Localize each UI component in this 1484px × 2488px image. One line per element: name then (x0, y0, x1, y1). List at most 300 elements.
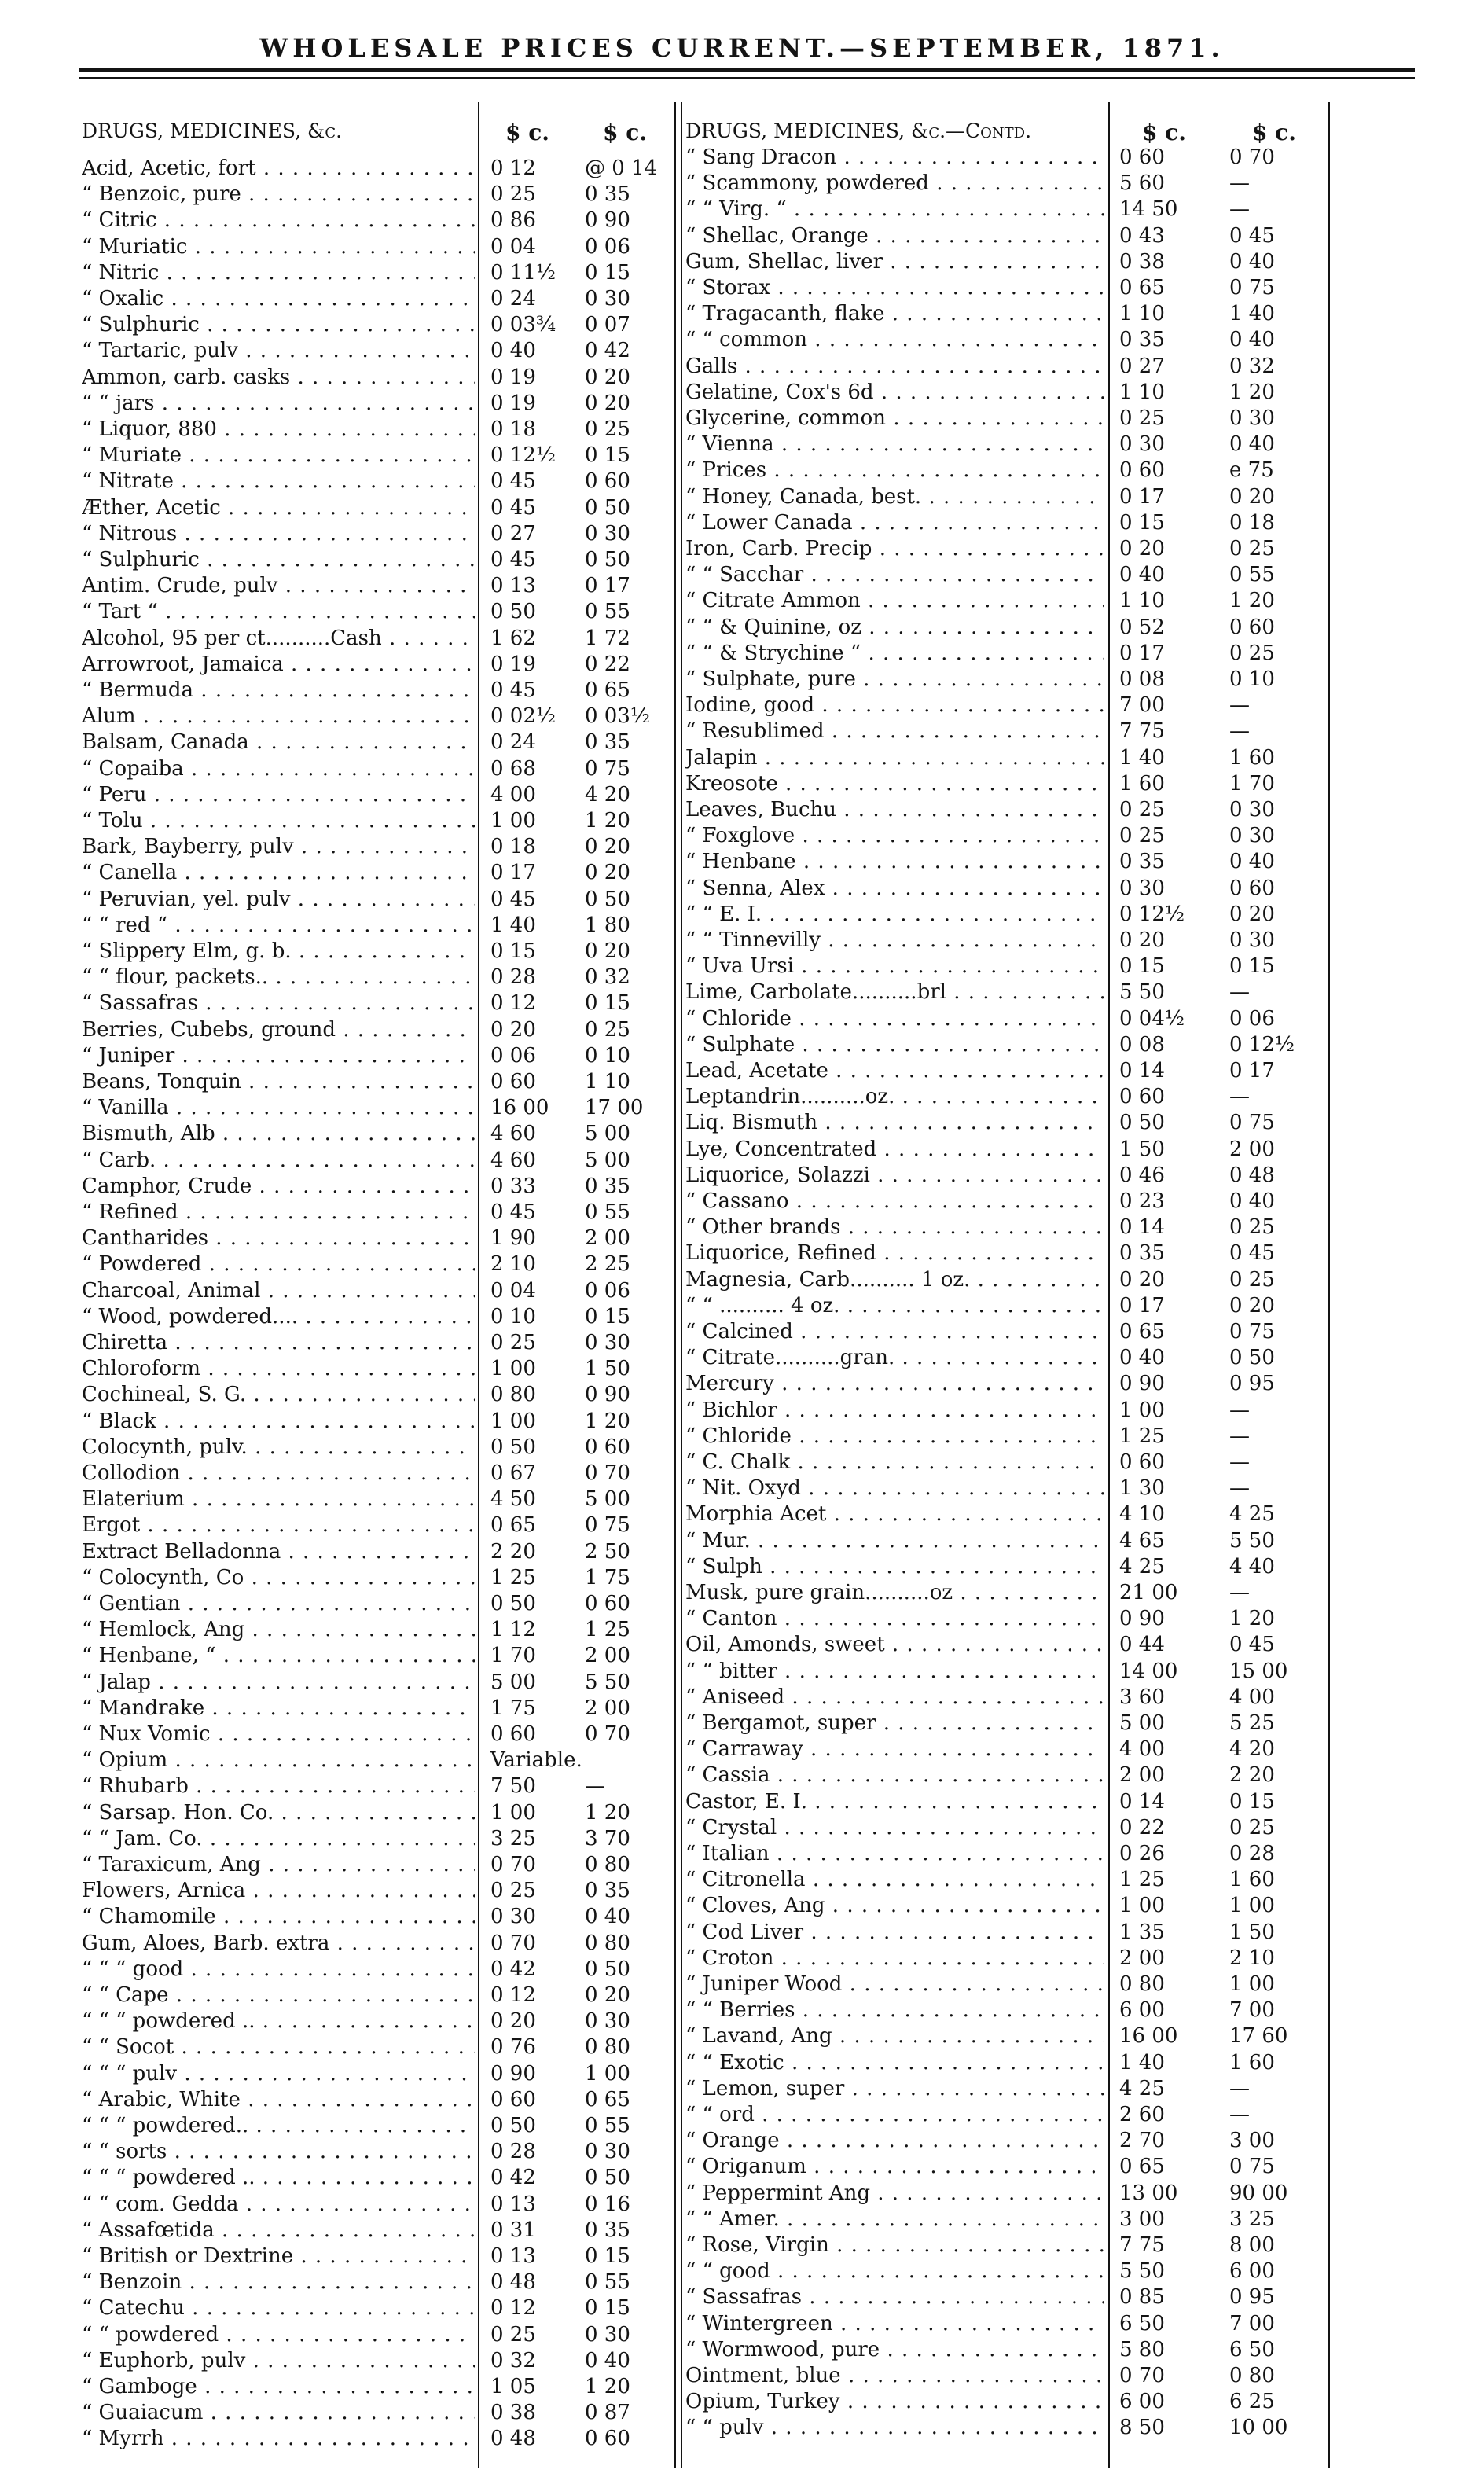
price-high: 1 00 (1229, 1972, 1275, 1996)
price-row (82, 2348, 673, 2374)
price-low: 0 60 (490, 1722, 536, 1746)
item-name: Lead, Acetate . . . (685, 1058, 1104, 1084)
item-name: Castor, E. I. . . . (685, 1789, 1104, 1815)
price-low: 4 00 (490, 782, 536, 807)
price-high: 4 00 (1229, 1685, 1275, 1709)
price-row (685, 301, 1327, 327)
price-high: 2 10 (1229, 1946, 1275, 1970)
column-rule (674, 102, 676, 2468)
price-low: 0 68 (490, 756, 536, 781)
item-name: “ Peruvian, yel. pulv . . . (82, 887, 475, 913)
item-name: Liq. Bismuth . . . (685, 1110, 1104, 1136)
price-row (685, 1528, 1327, 1554)
price-low: 4 25 (1119, 1554, 1165, 1578)
price-high: 0 70 (585, 1461, 630, 1485)
price-high: 0 75 (1229, 2155, 1275, 2179)
price-row (82, 156, 673, 182)
price-row (685, 1789, 1327, 1815)
price-high: 0 40 (1229, 850, 1275, 874)
price-high: 4 25 (1229, 1502, 1275, 1527)
price-low: 0 26 (1119, 1842, 1165, 1865)
price-row (82, 338, 673, 364)
price-row (82, 1200, 673, 1226)
price-low: 0 08 (1119, 1032, 1165, 1057)
item-name: “ “ powdered . . . (82, 2322, 475, 2348)
price-low: 0 60 (490, 1070, 536, 1093)
item-name: “ Henbane . . . (685, 849, 1104, 875)
price-high: 1 25 (585, 1618, 630, 1642)
price-high: 0 35 (585, 2218, 630, 2242)
item-name: “ “ Socot . . . (82, 2034, 475, 2060)
price-high: 0 50 (585, 887, 630, 911)
price-high: @ 0 14 (585, 156, 658, 180)
price-row (685, 1084, 1327, 1110)
item-name: “ Cloves, Ang . . . (685, 1893, 1104, 1919)
price-high: 2 50 (585, 1539, 630, 1564)
price-row (685, 1110, 1327, 1136)
price-row (82, 2426, 673, 2452)
item-name: Leaves, Buchu . . . (685, 797, 1104, 823)
price-high: 0 15 (1229, 954, 1275, 979)
price-high: 0 50 (585, 495, 630, 520)
price-row (82, 729, 673, 755)
price-low: 0 44 (1119, 1633, 1165, 1657)
price-row (82, 1043, 673, 1069)
price-low: 0 24 (490, 287, 536, 311)
item-name: “ Tragacanth, flake . . . (685, 301, 1104, 327)
price-row (82, 182, 673, 208)
item-name: “ Aniseed . . . (685, 1685, 1104, 1711)
price-low: 1 40 (1119, 2050, 1165, 2075)
price-row (685, 1762, 1327, 1788)
price-low: 0 65 (1119, 276, 1165, 300)
price-high: 1 80 (585, 913, 630, 937)
price-high: 0 15 (1229, 1789, 1275, 1814)
item-name: “ Catechu . . . (82, 2295, 475, 2321)
item-name: Leptandrin..........oz. . . . (685, 1084, 1104, 1110)
price-high: 5 00 (585, 1487, 630, 1512)
price-high: 0 07 (585, 313, 630, 337)
item-name: “ Benzoin . . . (82, 2269, 475, 2295)
item-name: “ “ “ good . . . (82, 1957, 475, 1983)
price-high: 0 25 (1229, 641, 1275, 665)
price-high: 1 50 (1229, 1920, 1275, 1944)
price-row (82, 547, 673, 573)
price-row (82, 2113, 673, 2139)
price-low: 0 65 (1119, 1320, 1165, 1343)
price-low: 5 00 (1119, 1711, 1165, 1735)
price-low: 0 04 (490, 1278, 536, 1303)
price-low: 0 60 (1119, 458, 1165, 483)
item-name: “ Scammony, powdered . . . (685, 171, 1104, 197)
item-name: “ Copaiba . . . (82, 756, 475, 782)
price-high: 5 50 (1229, 1528, 1275, 1553)
price-low: 1 50 (1119, 1137, 1165, 1161)
price-row (82, 1461, 673, 1487)
price-high: 0 06 (585, 234, 630, 259)
price-low: 1 10 (1119, 302, 1165, 326)
price-low: 0 45 (490, 495, 536, 520)
price-row (685, 667, 1327, 693)
price-low: 0 90 (490, 2061, 536, 2086)
item-name: Opium, Turkey . . . (685, 2389, 1104, 2415)
price-row (82, 990, 673, 1016)
item-name: “ Italian . . . (685, 1841, 1104, 1867)
price-row (82, 443, 673, 469)
price-high: 1 20 (1229, 380, 1275, 404)
item-name: “ Calcined . . . (685, 1319, 1104, 1345)
price-low: 1 90 (490, 1226, 536, 1251)
price-high: 0 35 (585, 1174, 630, 1198)
price-row (685, 1450, 1327, 1476)
item-name: Arrowroot, Jamaica . . . (82, 652, 475, 678)
price-low: 0 08 (1119, 667, 1165, 691)
item-name: Camphor, Crude . . . (82, 1174, 475, 1200)
price-high: 0 50 (1229, 1346, 1275, 1370)
price-row (685, 1632, 1327, 1658)
price-low: 7 75 (1119, 719, 1165, 744)
price-low: 1 00 (490, 1409, 536, 1433)
price-low: 1 62 (490, 626, 536, 650)
price-low: 1 25 (1119, 1868, 1165, 1892)
price-high: 0 20 (1229, 484, 1275, 509)
price-high: 0 30 (585, 2322, 630, 2347)
price-low: 0 35 (1119, 328, 1165, 352)
price-row (685, 1189, 1327, 1215)
item-name: “ Nit. Oxyd . . . (685, 1476, 1104, 1501)
price-row (685, 1867, 1327, 1893)
price-row (82, 417, 673, 443)
price-low: 1 10 (1119, 589, 1165, 613)
item-name: “ Oxalic . . . (82, 286, 475, 312)
item-name: “ “ Virg. “ . . . (685, 197, 1104, 222)
price-low: 0 12½ (1119, 902, 1185, 926)
price-high: 0 20 (585, 365, 630, 389)
item-name: “ Slippery Elm, g. b. . . . (82, 939, 475, 965)
item-name: “ Sassafras . . . (82, 990, 475, 1016)
price-row (82, 1957, 673, 1983)
price-row (82, 573, 673, 599)
item-name: “ Sulphate . . . (685, 1032, 1104, 1058)
price-high: 0 55 (1229, 563, 1275, 587)
price-row (82, 2295, 673, 2321)
item-name: “ Arabic, White . . . (82, 2087, 475, 2113)
price-row (82, 756, 673, 782)
item-name: Beans, Tonquin . . . (82, 1069, 475, 1095)
column-rule (1328, 102, 1330, 2468)
item-name: “ Sulph . . . (685, 1554, 1104, 1580)
price-high: 1 20 (585, 1800, 630, 1825)
price-row (82, 1017, 673, 1043)
price-row (685, 1893, 1327, 1919)
price-row (82, 1356, 673, 1382)
price-high: 2 20 (1229, 1763, 1275, 1788)
price-row (685, 615, 1327, 641)
item-name: Glycerine, common . . . (685, 406, 1104, 432)
price-row (82, 1539, 673, 1565)
item-name: Bismuth, Alb . . . (82, 1121, 475, 1147)
price-high: 0 25 (1229, 1215, 1275, 1240)
item-name: “ Sang Dracon . . . (685, 145, 1104, 171)
price-row (82, 834, 673, 860)
price-low: 4 50 (490, 1487, 536, 1512)
item-name: “ C. Chalk . . . (685, 1450, 1104, 1476)
price-low: 0 17 (1119, 484, 1165, 509)
price-low: 0 03¾ (490, 313, 556, 337)
price-high: — (1229, 1450, 1250, 1474)
price-high: 2 00 (585, 1696, 630, 1720)
item-name: Antim. Crude, pulv . . . (82, 573, 475, 599)
price-row (685, 2023, 1327, 2049)
item-name: Bark, Bayberry, pulv . . . (82, 834, 475, 860)
left-section-heading: DRUGS, MEDICINES, &c. (82, 119, 343, 142)
price-high: 0 50 (585, 1957, 630, 1981)
price-low: 0 80 (490, 1383, 536, 1407)
price-row (685, 771, 1327, 797)
price-row (685, 693, 1327, 718)
price-high: — (1229, 2103, 1250, 2126)
item-name: “ Jalap . . . (82, 1670, 475, 1696)
item-name: “ “ Sacchar . . . (685, 562, 1104, 588)
price-high: 3 00 (1229, 2129, 1275, 2153)
price-row (82, 860, 673, 886)
price-low: 0 19 (490, 365, 536, 389)
price-row (685, 1841, 1327, 1867)
price-low: 0 25 (1119, 406, 1165, 430)
price-high: 4 20 (1229, 1737, 1275, 1762)
price-row (685, 354, 1327, 380)
price-low: 2 60 (1119, 2103, 1165, 2126)
price-row (685, 1058, 1327, 1084)
item-name: “ Wood, powdered.... . . . (82, 1304, 475, 1330)
price-low: 0 85 (1119, 2285, 1165, 2310)
price-low: 0 45 (490, 469, 536, 494)
price-low: 0 12 (490, 1983, 536, 2007)
price-high: 0 06 (585, 1278, 630, 1303)
item-name: Jalapin . . . (685, 745, 1104, 771)
price-high: — (1229, 719, 1250, 744)
price-high: 0 55 (585, 2270, 630, 2295)
price-row (82, 2192, 673, 2218)
price-low: 0 24 (490, 730, 536, 755)
item-name: “ Juniper Wood . . . (685, 1972, 1104, 1997)
price-row (82, 1878, 673, 1904)
item-name: Flowers, Arnica . . . (82, 1878, 475, 1904)
price-high: 4 20 (585, 782, 630, 807)
price-low: 1 40 (490, 913, 536, 937)
item-name: “ “ Cape . . . (82, 1983, 475, 2008)
price-row (82, 2374, 673, 2400)
price-high: 0 40 (1229, 432, 1275, 457)
price-high: 0 75 (1229, 276, 1275, 300)
price-high: 1 20 (585, 2375, 630, 2398)
price-row (82, 782, 673, 808)
item-name: “ Cassia . . . (685, 1762, 1104, 1788)
price-high: — (1229, 2076, 1250, 2100)
price-row (82, 495, 673, 521)
item-name: Elaterium . . . (82, 1487, 475, 1512)
price-row (82, 1800, 673, 1826)
item-name: “ Vienna . . . (685, 432, 1104, 458)
item-name: “ Other brands . . . (685, 1215, 1104, 1240)
price-high: 0 20 (585, 1983, 630, 2007)
price-high: 6 00 (1229, 2259, 1275, 2284)
item-name: Acid, Acetic, fort . . . (82, 156, 475, 182)
price-low: 0 12½ (490, 443, 556, 468)
price-low: 0 12 (490, 156, 536, 180)
item-name: “ British or Dextrine . . . (82, 2244, 475, 2269)
item-name: “ Henbane, “ . . . (82, 1643, 475, 1669)
price-high: 0 10 (1229, 667, 1275, 691)
price-row (82, 1304, 673, 1330)
price-high: 0 75 (1229, 1320, 1275, 1343)
item-name: “ Peru . . . (82, 782, 475, 808)
price-high: 0 48 (1229, 1163, 1275, 1187)
item-name: “ Colocynth, Co . . . (82, 1565, 475, 1591)
price-high: e 75 (1229, 458, 1274, 483)
price-row (685, 536, 1327, 562)
item-name: Lye, Concentrated . . . (685, 1137, 1104, 1163)
price-low: 2 20 (490, 1539, 536, 1564)
price-high: — (1229, 1476, 1250, 1501)
price-low: 0 60 (1119, 1450, 1165, 1474)
price-row (685, 1580, 1327, 1606)
price-low: 0 50 (490, 1592, 536, 1615)
price-high: 1 60 (1229, 1868, 1275, 1892)
price-low: 0 14 (1119, 1215, 1165, 1240)
price-row (82, 208, 673, 233)
price-row (685, 1345, 1327, 1371)
item-name: “ Powdered . . . (82, 1251, 475, 1277)
item-name: “ “ .......... 4 oz. . . . (685, 1293, 1104, 1319)
price-low: 0 28 (490, 965, 536, 990)
price-low: 0 25 (490, 2322, 536, 2347)
price-row (82, 599, 673, 625)
price-row (82, 2322, 673, 2348)
item-name: Lime, Carbolate..........brl . . . (685, 979, 1104, 1005)
price-row (82, 1069, 673, 1095)
price-row (82, 965, 673, 990)
price-low: 0 19 (490, 391, 536, 415)
price-high: 0 15 (585, 2244, 630, 2268)
item-name: “ Hemlock, Ang . . . (82, 1617, 475, 1643)
item-name: “ Juniper . . . (82, 1043, 475, 1069)
price-low: 5 50 (1119, 2259, 1165, 2284)
price-high: — (1229, 980, 1250, 1005)
item-name: Galls . . . (685, 354, 1104, 380)
price-low: 0 70 (490, 1853, 536, 1876)
price-high: 0 16 (585, 2192, 630, 2216)
price-low: 0 20 (490, 2009, 536, 2034)
price-row (82, 469, 673, 494)
item-name: Gelatine, Cox's 6d . . . (685, 380, 1104, 406)
price-low: 6 50 (1119, 2311, 1165, 2335)
price-high: 0 80 (1229, 2364, 1275, 2387)
price-row (685, 849, 1327, 875)
price-low: 6 00 (1119, 1998, 1165, 2023)
price-high: 0 45 (1229, 223, 1275, 248)
price-row (82, 260, 673, 286)
price-high: 0 80 (585, 1931, 630, 1955)
price-low: 1 30 (1119, 1476, 1165, 1501)
price-high: 10 00 (1229, 2416, 1288, 2440)
price-high: 1 20 (1229, 589, 1275, 613)
price-low: 0 60 (1119, 145, 1165, 169)
price-high: 0 20 (585, 835, 630, 859)
price-low: 0 48 (490, 2427, 536, 2451)
item-name: “ Tartaric, pulv . . . (82, 338, 475, 364)
price-row (685, 928, 1327, 954)
item-name: “ Myrrh . . . (82, 2426, 475, 2452)
price-high: 0 20 (1229, 902, 1275, 926)
right-dollar-cents-head: $ c. (1141, 119, 1187, 145)
price-row (685, 484, 1327, 510)
price-row (685, 954, 1327, 979)
item-name: “ Carraway . . . (685, 1736, 1104, 1762)
item-name: “ Sulphate, pure . . . (685, 667, 1104, 693)
price-row (685, 275, 1327, 301)
price-row (82, 365, 673, 391)
price-low: 6 00 (1119, 2390, 1165, 2414)
price-row (685, 588, 1327, 614)
price-high: — (1229, 693, 1250, 718)
price-high: 1 60 (1229, 745, 1275, 770)
price-row (82, 626, 673, 652)
price-row (82, 1330, 673, 1356)
price-low: 0 25 (490, 182, 536, 207)
price-low: 0 42 (490, 2166, 536, 2190)
price-high: 0 15 (585, 991, 630, 1016)
item-name: “ “ & Quinine, oz . . . (685, 615, 1104, 641)
item-name: Gum, Aloes, Barb. extra . . . (82, 1931, 475, 1957)
price-high: 0 60 (585, 469, 630, 494)
price-high: 0 20 (585, 391, 630, 415)
price-low: 5 80 (1119, 2337, 1165, 2361)
price-high: — (1229, 197, 1250, 222)
price-high: 0 30 (585, 1331, 630, 1354)
price-high: 0 75 (1229, 1111, 1275, 1135)
item-name: “ Prices . . . (685, 458, 1104, 483)
price-low: 0 33 (490, 1174, 536, 1198)
price-row (685, 1215, 1327, 1240)
price-high: — (585, 1774, 605, 1799)
item-name: “ Muriate . . . (82, 443, 475, 469)
price-low: 4 00 (1119, 1737, 1165, 1762)
price-low: 5 00 (490, 1670, 536, 1694)
price-high: 7 00 (1229, 2311, 1275, 2335)
price-row (685, 1293, 1327, 1319)
item-name: “ “ E. I. . . . (685, 902, 1104, 928)
price-high: 0 60 (585, 1435, 630, 1459)
item-name: Oil, Amonds, sweet . . . (685, 1632, 1104, 1658)
price-row (82, 1565, 673, 1591)
price-high: 0 28 (1229, 1842, 1275, 1865)
item-name: “ “ Exotic . . . (685, 2050, 1104, 2076)
price-high: 0 75 (585, 1513, 630, 1538)
price-row (82, 1512, 673, 1538)
price-high: 0 80 (585, 2035, 630, 2060)
price-high: 4 40 (1229, 1554, 1275, 1578)
price-row (685, 2311, 1327, 2337)
price-high: 0 30 (585, 521, 630, 546)
item-name: “ Chloride . . . (685, 1424, 1104, 1450)
item-name: “ Carb. . . . (82, 1148, 475, 1174)
price-low: 1 00 (490, 809, 536, 832)
item-name: “ “ Berries . . . (685, 1997, 1104, 2023)
item-name: “ “ “ powdered.. . . . (82, 2113, 475, 2139)
price-row (82, 2218, 673, 2244)
item-name: “ Tolu . . . (82, 808, 475, 834)
